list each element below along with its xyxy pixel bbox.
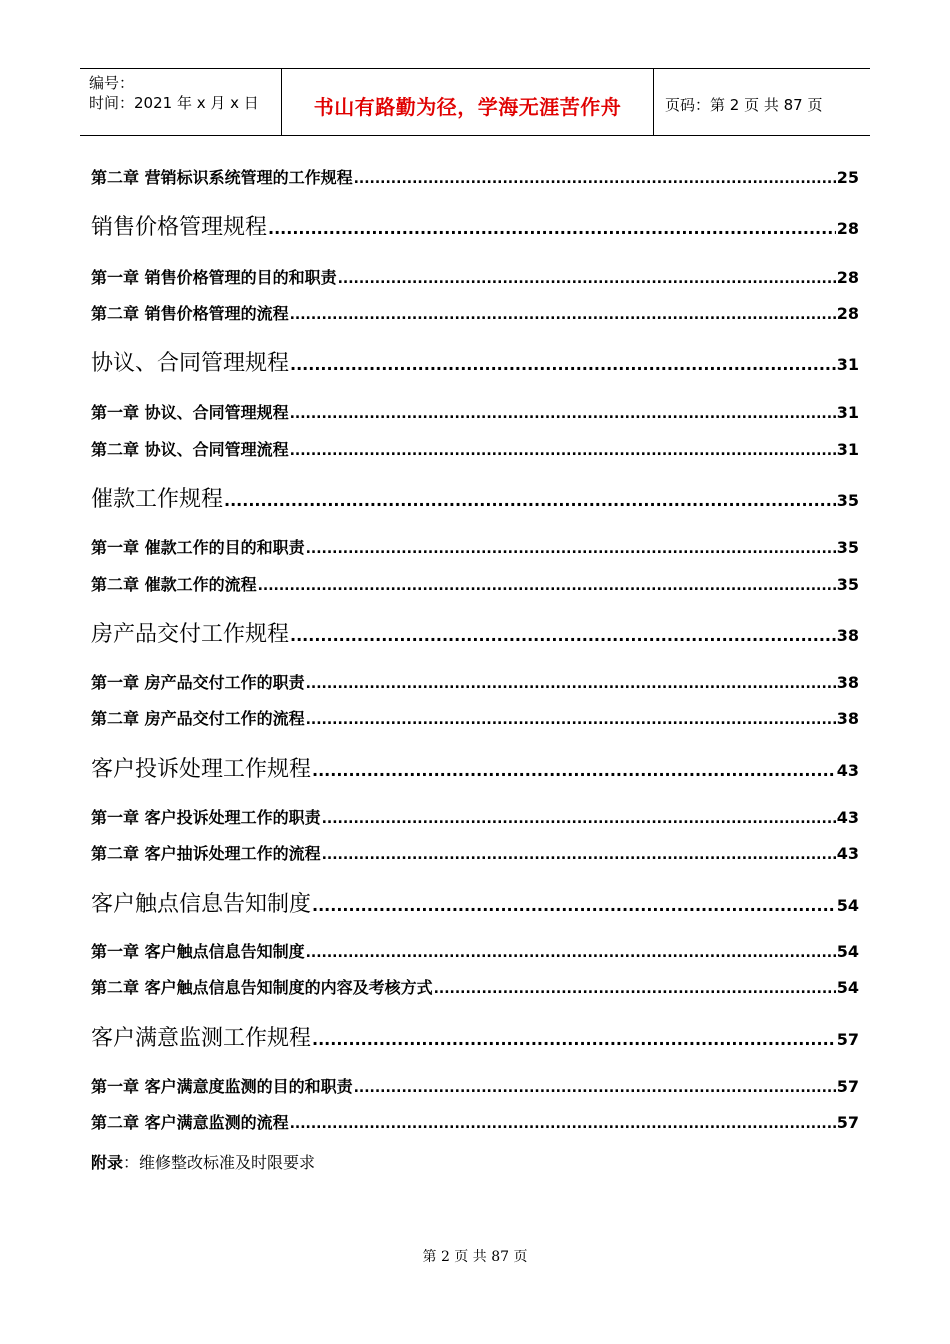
appendix-label: 附录 — [91, 1153, 124, 1172]
toc-entry-page: 43 — [836, 761, 859, 780]
toc-entry-page: 54 — [836, 978, 859, 997]
toc-dot-leader — [312, 896, 836, 915]
toc-entry-label: 第一章 房产品交付工作的职责 — [91, 673, 305, 692]
toc-dot-leader — [290, 626, 836, 645]
toc-entry[interactable] — [91, 706, 859, 729]
toc-dot-leader — [312, 1030, 836, 1049]
toc-entry-page: 28 — [836, 219, 859, 238]
toc-dot-leader — [434, 981, 836, 997]
toc-dot-leader — [290, 1116, 836, 1132]
toc-entry-page: 54 — [836, 942, 859, 961]
toc-entry-page: 28 — [836, 304, 859, 323]
header-motto: 书山有路勤为径，学海无涯苦作舟 — [282, 69, 654, 135]
toc-entry-label: 催款工作规程 — [91, 487, 224, 512]
toc-entry-label: 客户满意监测工作规程 — [91, 1026, 312, 1051]
toc-entry-page: 38 — [836, 673, 859, 692]
toc-dot-leader — [338, 271, 836, 287]
toc-entry-label: 第二章 营销标识系统管理的工作规程 — [91, 168, 353, 187]
toc-entry[interactable] — [91, 482, 859, 513]
toc-entry[interactable] — [91, 400, 859, 423]
toc-dot-leader — [322, 847, 836, 863]
toc-entry-label: 第二章 房产品交付工作的流程 — [91, 709, 305, 728]
toc-entry[interactable] — [91, 805, 859, 828]
toc-entry-page: 38 — [836, 626, 859, 645]
toc-entry-page: 57 — [836, 1077, 859, 1096]
toc-entry[interactable] — [91, 535, 859, 558]
toc-dot-leader — [306, 712, 836, 728]
toc-entry-label: 第一章 客户投诉处理工作的职责 — [91, 808, 321, 827]
toc-entry-label: 第二章 客户抽诉处理工作的流程 — [91, 844, 321, 863]
toc-entry-label: 第二章 销售价格管理的流程 — [91, 304, 289, 323]
toc-entry-page: 57 — [836, 1030, 859, 1049]
header-meta — [80, 69, 282, 135]
toc-entry-label: 第一章 客户满意度监测的目的和职责 — [91, 1077, 353, 1096]
toc-dot-leader — [290, 406, 836, 422]
toc-entry[interactable] — [91, 887, 859, 918]
toc-dot-leader — [224, 491, 836, 510]
toc-entry[interactable] — [91, 841, 859, 864]
toc-entry-page: 43 — [836, 844, 859, 863]
appendix-text: ：维修整改标准及时限要求 — [123, 1153, 316, 1172]
toc-entry-page: 25 — [836, 168, 859, 187]
toc-entry-label: 第一章 销售价格管理的目的和职责 — [91, 268, 337, 287]
appendix-line — [91, 1150, 315, 1173]
toc-entry-label: 客户触点信息告知制度 — [91, 892, 312, 917]
toc-entry-page: 43 — [836, 808, 859, 827]
toc-entry[interactable] — [91, 1074, 859, 1097]
toc-entry-label: 第一章 催款工作的目的和职责 — [91, 538, 305, 557]
toc-entry-label: 第一章 协议、合同管理规程 — [91, 403, 289, 422]
toc-entry-label: 第二章 客户满意监测的流程 — [91, 1113, 289, 1132]
toc-dot-leader — [312, 761, 836, 780]
toc-entry[interactable] — [91, 301, 859, 324]
toc-entry[interactable] — [91, 346, 859, 377]
page-footer: 第 2 页 共 87 页 — [422, 1249, 528, 1265]
toc-entry-page: 38 — [836, 709, 859, 728]
toc-dot-leader — [258, 578, 836, 594]
toc-entry-page: 28 — [836, 268, 859, 287]
toc-entry[interactable] — [91, 437, 859, 460]
toc-dot-leader — [290, 443, 836, 459]
toc-entry[interactable] — [91, 670, 859, 693]
toc-entry-label: 协议、合同管理规程 — [91, 351, 290, 376]
toc-entry-label: 第二章 客户触点信息告知制度的内容及考核方式 — [91, 978, 433, 997]
toc-entry-page: 54 — [836, 896, 859, 915]
toc-dot-leader — [306, 945, 836, 961]
toc-entry[interactable] — [91, 939, 859, 962]
toc-dot-leader — [322, 811, 836, 827]
toc-dot-leader — [306, 676, 836, 692]
header-number: 编号： — [89, 74, 135, 92]
header-page-info: 页码：第 2 页 共 87 页 — [665, 95, 823, 114]
toc-dot-leader — [354, 1080, 836, 1096]
toc-entry-page: 57 — [836, 1113, 859, 1132]
toc-entry-label: 第二章 协议、合同管理流程 — [91, 440, 289, 459]
toc-entry-page: 35 — [836, 538, 859, 557]
toc-dot-leader — [306, 541, 836, 557]
toc-dot-leader — [290, 307, 836, 323]
toc-entry[interactable] — [91, 265, 859, 288]
toc-entry-label: 房产品交付工作规程 — [91, 622, 290, 647]
toc-entry-page: 35 — [836, 575, 859, 594]
toc-entry-page: 31 — [836, 403, 859, 422]
toc-entry[interactable] — [91, 210, 859, 241]
toc-entry-label: 第二章 催款工作的流程 — [91, 575, 257, 594]
header-time: 时间：2021 年 x 月 x 日 — [89, 94, 259, 112]
toc-entry-page: 31 — [836, 440, 859, 459]
page-header — [80, 68, 870, 136]
toc-dot-leader — [290, 355, 836, 374]
toc-entry-page: 35 — [836, 491, 859, 510]
toc-entry[interactable] — [91, 617, 859, 648]
toc-entry[interactable] — [91, 572, 859, 595]
toc-entry-label: 第一章 客户触点信息告知制度 — [91, 942, 305, 961]
toc-entry-page: 31 — [836, 355, 859, 374]
toc-dot-leader — [268, 219, 836, 238]
toc-entry[interactable] — [91, 1110, 859, 1133]
toc-entry-label: 客户投诉处理工作规程 — [91, 757, 312, 782]
toc-entry[interactable] — [91, 752, 859, 783]
toc-entry-label: 销售价格管理规程 — [91, 215, 268, 240]
toc-entry[interactable] — [91, 165, 859, 188]
toc-entry[interactable] — [91, 975, 859, 998]
toc-dot-leader — [354, 171, 836, 187]
toc-entry[interactable] — [91, 1021, 859, 1052]
